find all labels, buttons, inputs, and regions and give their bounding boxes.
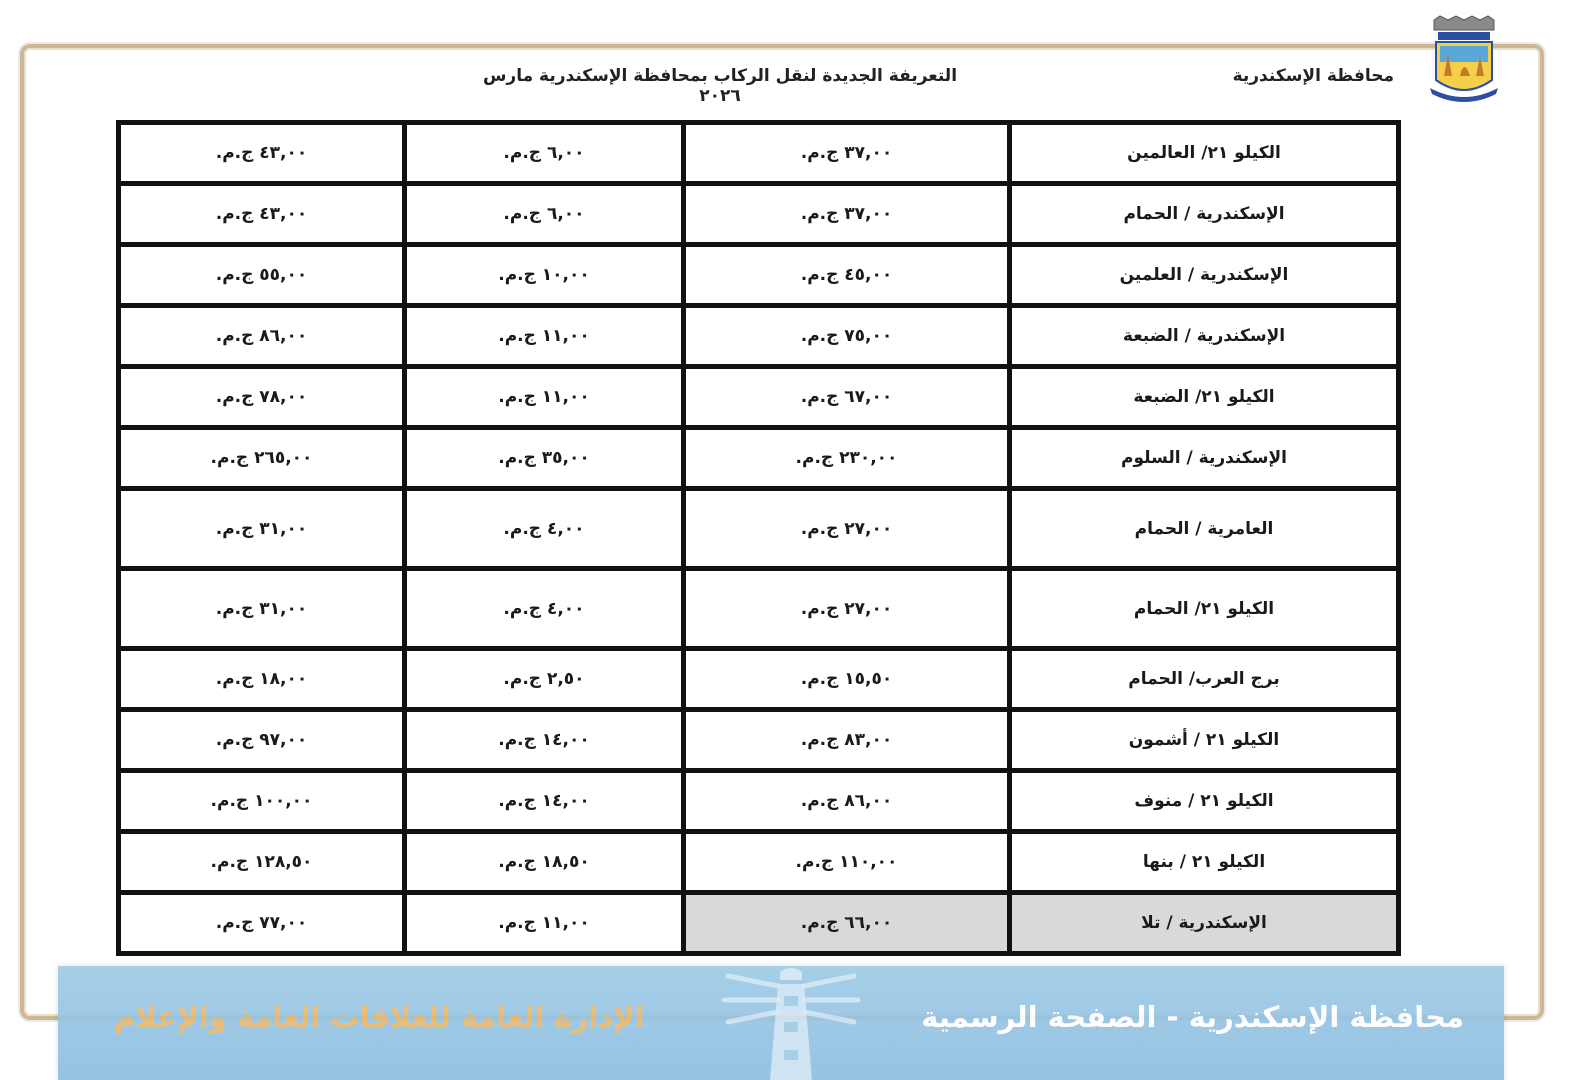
fare-cell: ١٥,٥٠ ج.م. (684, 649, 1010, 710)
route-cell: الإسكندرية / تلا (1010, 893, 1399, 954)
total-cell: ٣١,٠٠ ج.م. (119, 569, 405, 649)
fare-row (119, 245, 1399, 306)
document-title: التعريفة الجديدة لنقل الركاب بمحافظة الإسكندرية مارس ٢٠٢٦ (482, 66, 958, 106)
total-cell: ٢٦٥,٠٠ ج.م. (119, 428, 405, 489)
media-department-label: الإدارة العامة للعلاقات العامة والإعلام (114, 1000, 645, 1034)
fare-cell: ٣٧,٠٠ ج.م. (684, 184, 1010, 245)
fare-row (119, 569, 1399, 649)
official-page-label: محافظة الإسكندرية - الصفحة الرسمية (921, 1000, 1464, 1034)
fare-cell: ٦٧,٠٠ ج.م. (684, 367, 1010, 428)
total-cell: ٧٨,٠٠ ج.م. (119, 367, 405, 428)
fare-cell: ١١٠,٠٠ ج.م. (684, 832, 1010, 893)
fare-table (116, 120, 1401, 956)
fare-row (119, 832, 1399, 893)
fare-row (119, 306, 1399, 367)
increase-cell: ١١,٠٠ ج.م. (405, 893, 684, 954)
increase-cell: ١١,٠٠ ج.م. (405, 306, 684, 367)
fare-cell: ٦٦,٠٠ ج.م. (684, 893, 1010, 954)
increase-cell: ١٨,٥٠ ج.م. (405, 832, 684, 893)
fare-cell: ٢٣٠,٠٠ ج.م. (684, 428, 1010, 489)
fare-row (119, 184, 1399, 245)
total-cell: ٣١,٠٠ ج.م. (119, 489, 405, 569)
total-cell: ٤٣,٠٠ ج.م. (119, 123, 405, 184)
fare-row (119, 649, 1399, 710)
increase-cell: ٤,٠٠ ج.م. (405, 489, 684, 569)
route-cell: الإسكندرية / العلمين (1010, 245, 1399, 306)
route-cell: الإسكندرية / الضبعة (1010, 306, 1399, 367)
increase-cell: ٦,٠٠ ج.م. (405, 123, 684, 184)
route-cell: الكيلو ٢١ / أشمون (1010, 710, 1399, 771)
fare-row (119, 428, 1399, 489)
route-cell: الإسكندرية / الحمام (1010, 184, 1399, 245)
total-cell: ٧٧,٠٠ ج.م. (119, 893, 405, 954)
fare-row (119, 367, 1399, 428)
fare-row (119, 489, 1399, 569)
total-cell: ١٠٠,٠٠ ج.م. (119, 771, 405, 832)
total-cell: ٤٣,٠٠ ج.م. (119, 184, 405, 245)
total-cell: ١٢٨,٥٠ ج.م. (119, 832, 405, 893)
increase-cell: ١٠,٠٠ ج.م. (405, 245, 684, 306)
footer-banner (58, 966, 1504, 1080)
fare-row (119, 123, 1399, 184)
fare-row (119, 710, 1399, 771)
route-cell: الكيلو ٢١ / منوف (1010, 771, 1399, 832)
fare-row (119, 771, 1399, 832)
route-cell: برج العرب/ الحمام (1010, 649, 1399, 710)
fare-cell: ٧٥,٠٠ ج.م. (684, 306, 1010, 367)
increase-cell: ٢,٥٠ ج.م. (405, 649, 684, 710)
route-cell: الكيلو ٢١/ الضبعة (1010, 367, 1399, 428)
route-cell: الكيلو ٢١/ الحمام (1010, 569, 1399, 649)
route-cell: العامرية / الحمام (1010, 489, 1399, 569)
route-cell: الكيلو ٢١ / بنها (1010, 832, 1399, 893)
route-cell: الإسكندرية / السلوم (1010, 428, 1399, 489)
increase-cell: ٣٥,٠٠ ج.م. (405, 428, 684, 489)
fare-cell: ٢٧,٠٠ ج.م. (684, 489, 1010, 569)
fare-cell: ٤٥,٠٠ ج.م. (684, 245, 1010, 306)
route-cell: الكيلو ٢١/ العالمين (1010, 123, 1399, 184)
increase-cell: ٤,٠٠ ج.م. (405, 569, 684, 649)
increase-cell: ١٤,٠٠ ج.م. (405, 771, 684, 832)
total-cell: ٨٦,٠٠ ج.م. (119, 306, 405, 367)
total-cell: ١٨,٠٠ ج.م. (119, 649, 405, 710)
fare-cell: ٨٦,٠٠ ج.م. (684, 771, 1010, 832)
governorate-name: محافظة الإسكندرية (1232, 66, 1394, 86)
fare-cell: ٣٧,٠٠ ج.م. (684, 123, 1010, 184)
increase-cell: ١١,٠٠ ج.م. (405, 367, 684, 428)
fare-cell: ٨٣,٠٠ ج.م. (684, 710, 1010, 771)
lighthouse-icon (708, 966, 868, 1080)
increase-cell: ١٤,٠٠ ج.م. (405, 710, 684, 771)
total-cell: ٩٧,٠٠ ج.م. (119, 710, 405, 771)
fare-cell: ٢٧,٠٠ ج.م. (684, 569, 1010, 649)
alexandria-governorate-emblem-icon (1426, 14, 1502, 104)
total-cell: ٥٥,٠٠ ج.م. (119, 245, 405, 306)
increase-cell: ٦,٠٠ ج.م. (405, 184, 684, 245)
fare-row (119, 893, 1399, 954)
